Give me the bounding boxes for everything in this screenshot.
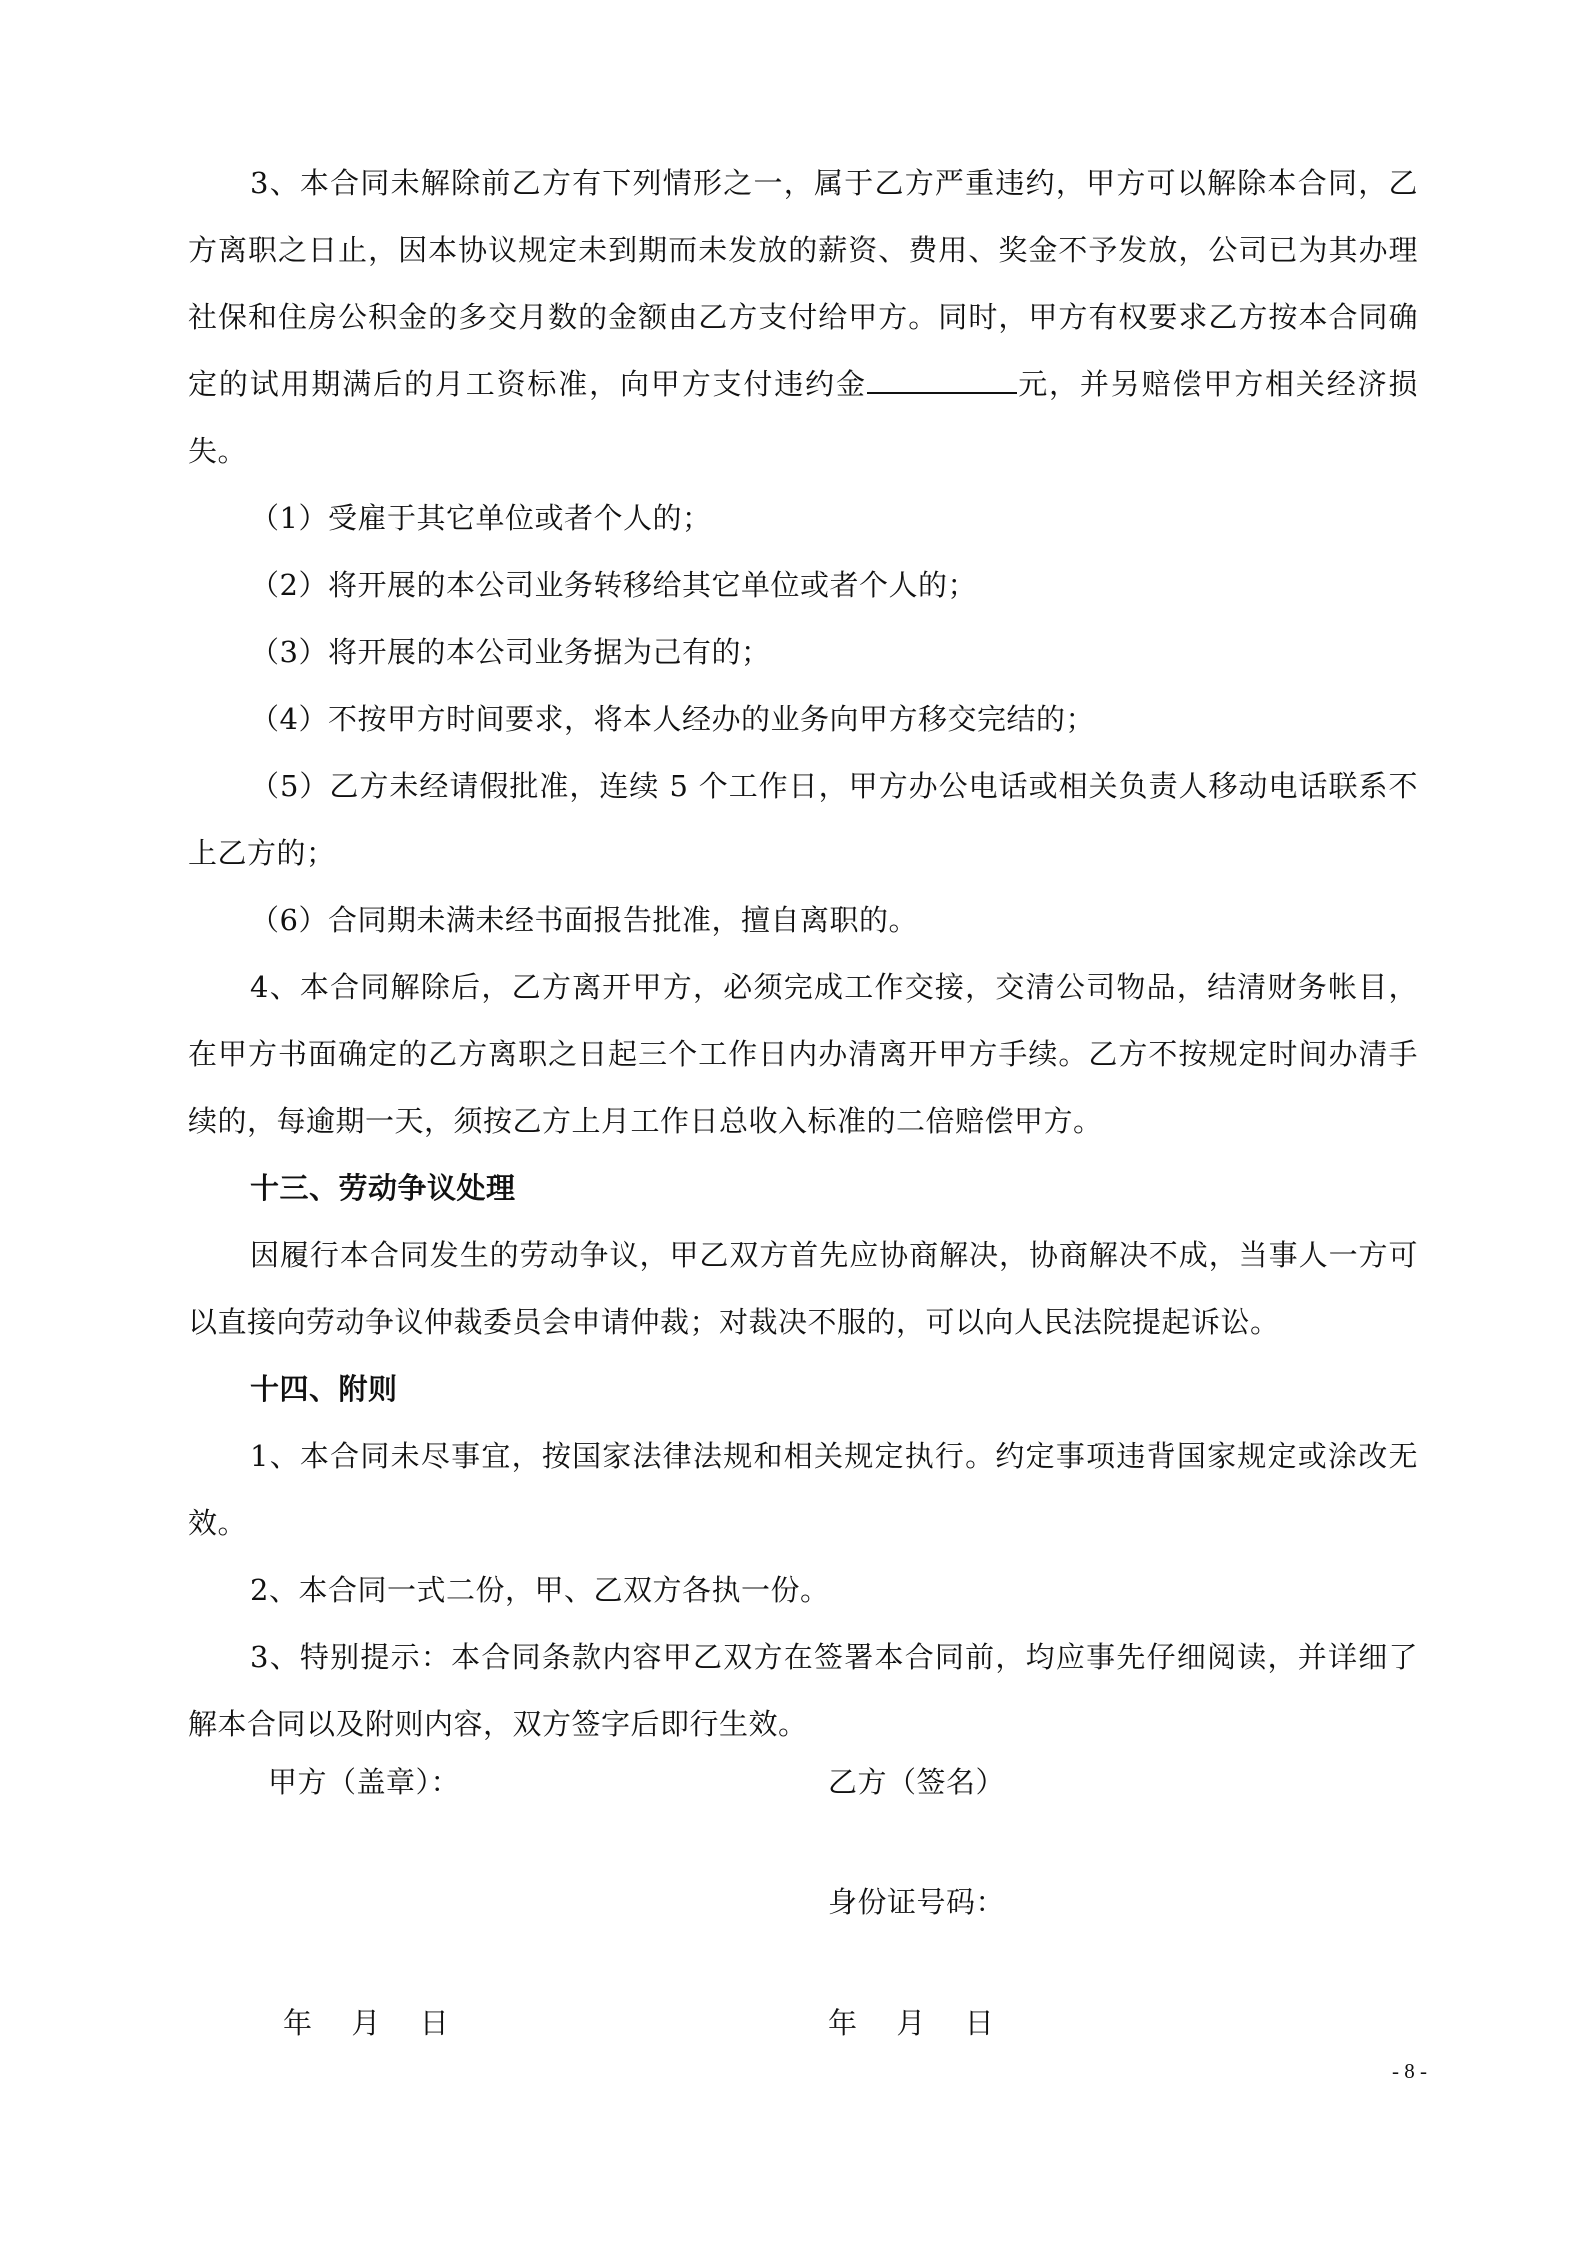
section-14-heading: 十四、附则	[250, 1372, 398, 1406]
clause-3-item-6: （6）合同期未满未经书面报告批准，擅自离职的。	[250, 903, 918, 937]
dispute-paragraph: 因履行本合同发生的劳动争议，甲乙双方首先应协商解决，协商解决不成，当事人一方可以直接向劳动争议仲裁委员会申请仲裁；对裁决不服的，可以向人民法院提起诉讼。	[188, 1238, 1418, 1339]
appendix-2-paragraph: 2、本合同一式二份，甲、乙双方各执一份。	[250, 1573, 830, 1607]
clause-3-text-before: 3、本合同未解除前乙方有下列情形之一，属于乙方严重违约，甲方可以解除本合同，乙方离职之日止，因本协议规定未到期而未发放的薪资、费用、奖金不予发放，公司已为其办理社保和住房公积金的多交月数的金额由乙方支付给甲方。同时，甲方有权要求乙方按本合同确定的试用期满后的月工资标准，向甲方支付违约金	[188, 166, 1418, 401]
appendix-1-paragraph: 1、本合同未尽事宜，按国家法律法规和相关规定执行。约定事项违背国家规定或涂改无效。	[188, 1439, 1418, 1540]
party-a-seal-label: 甲方（盖章）：	[268, 1765, 461, 1799]
penalty-amount-blank	[867, 366, 1017, 394]
clause-3-item-3: （3）将开展的本公司业务据为己有的；	[250, 635, 771, 669]
party-b-signature-label: 乙方（签名）	[828, 1765, 1006, 1799]
party-b-date: 年 月 日	[828, 2006, 995, 2040]
appendix-3-paragraph: 3、特别提示：本合同条款内容甲乙双方在签署本合同前，均应事先仔细阅读，并详细了解本合同以及附则内容，双方签字后即行生效。	[188, 1640, 1418, 1741]
party-a-date: 年 月 日	[283, 2006, 450, 2040]
clause-3-paragraph	[188, 150, 1418, 485]
clause-3-item-2: （2）将开展的本公司业务转移给其它单位或者个人的；	[250, 568, 977, 602]
clause-3-item-5: （5）乙方未经请假批准，连续 5 个工作日，甲方办公电话或相关负责人移动电话联系不上乙方的；	[188, 769, 1418, 870]
clause-3-item-1: （1）受雇于其它单位或者个人的；	[250, 501, 712, 535]
clause-4-paragraph: 4、本合同解除后，乙方离开甲方，必须完成工作交接，交清公司物品，结清财务帐目，在甲方书面确定的乙方离职之日起三个工作日内办清离开甲方手续。乙方不按规定时间办清手续的，每逾期一天，须按乙方上月工作日总收入标准的二倍赔偿甲方。	[188, 970, 1418, 1138]
contract-body	[188, 150, 1418, 1758]
section-13-heading: 十三、劳动争议处理	[250, 1171, 516, 1205]
clause-3-text-after: 元，并另赔偿甲方相关经济损失。	[188, 367, 1418, 468]
clause-3-item-4: （4）不按甲方时间要求，将本人经办的业务向甲方移交完结的；	[250, 702, 1095, 736]
page-number: - 8 -	[1392, 2059, 1427, 2083]
party-b-id-number-label: 身份证号码：	[828, 1885, 1006, 1919]
